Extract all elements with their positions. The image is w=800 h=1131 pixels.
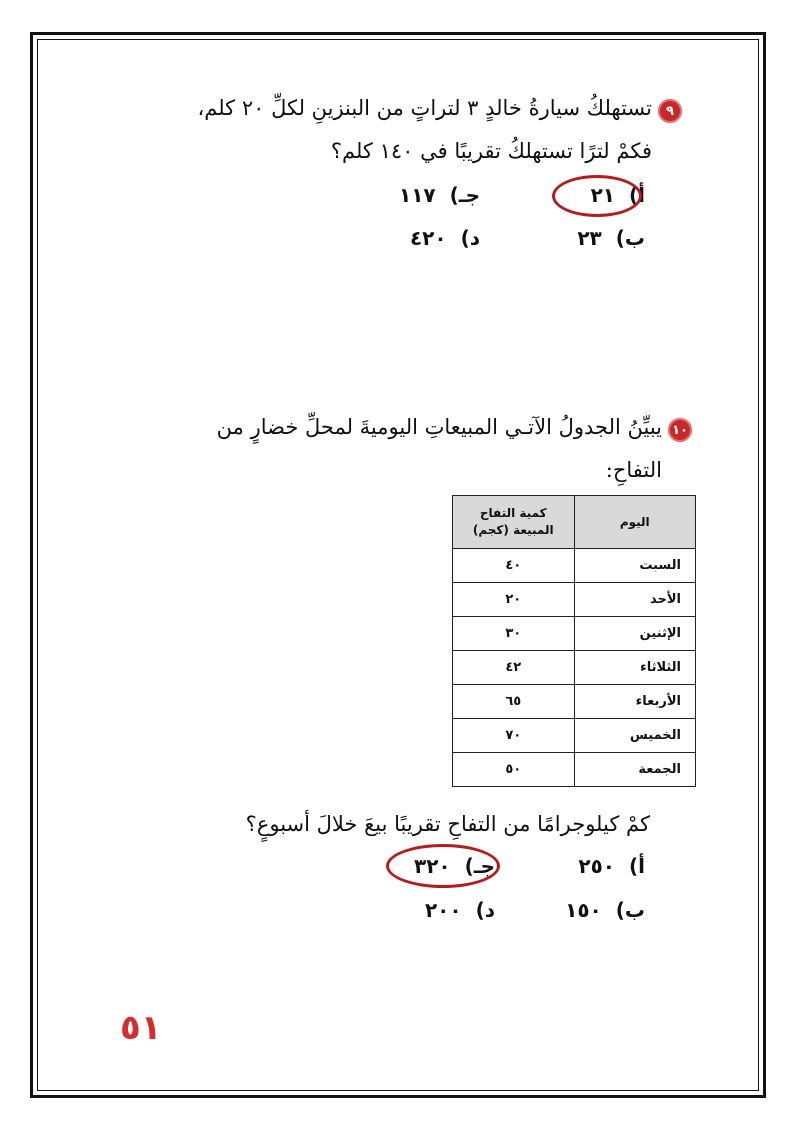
table-row: [453, 549, 696, 583]
quantity-cell: ٣٠: [453, 617, 575, 651]
question-9-option-c[interactable]: [399, 183, 480, 207]
option-value: ٢٣: [577, 226, 602, 250]
question-9-option-d[interactable]: [410, 226, 480, 250]
day-cell: الإثنين: [574, 617, 696, 651]
option-value: ٤٢٠: [409, 226, 447, 250]
quantity-cell: ٧٠: [453, 719, 575, 753]
option-value: ٢٠٠: [424, 898, 462, 922]
question-10-option-d[interactable]: [425, 898, 495, 922]
question-9-line-2: فكمْ لترًا تستهلكُ تقريبًا في ١٤٠ كلم؟: [330, 139, 652, 163]
day-cell: السبت: [574, 549, 696, 583]
selected-answer-circle: [386, 844, 500, 888]
selected-answer-circle: [552, 175, 642, 217]
table-row: [453, 753, 696, 787]
question-10-number-badge: ١٠: [668, 418, 692, 442]
day-cell: الجمعة: [574, 753, 696, 787]
table-row: [453, 651, 696, 685]
question-10-line-1: يبيِّنُ الجدولُ الآتـي المبيعاتِ اليوميةَ لمحلِّ خضارٍ من: [216, 415, 662, 439]
table-row: [453, 583, 696, 617]
option-value: ١٥٠: [565, 898, 602, 922]
option-value: ١١٧: [398, 183, 436, 207]
quantity-cell: ٥٠: [453, 753, 575, 787]
table-row: [453, 617, 696, 651]
option-label: ب): [615, 898, 645, 922]
option-label: أ): [629, 854, 645, 878]
question-10-option-b[interactable]: [565, 898, 645, 922]
option-label: ب): [615, 226, 645, 250]
table-row: [453, 685, 696, 719]
quantity-cell: ٤٠: [453, 549, 575, 583]
day-cell: الخميس: [574, 719, 696, 753]
question-10-line-2: التفاحِ:: [605, 458, 662, 482]
quantity-cell: ٦٥: [453, 685, 575, 719]
question-10-option-a[interactable]: [578, 854, 645, 878]
quantity-cell: ٤٢: [453, 651, 575, 685]
apple-sales-table: [452, 495, 696, 787]
table-row: [453, 719, 696, 753]
question-9-line-1: تستهلكُ سيارةُ خالدٍ ٣ لتراتٍ من البنزينِ لكلِّ ٢٠ كلم،: [197, 96, 652, 120]
question-9-option-b[interactable]: [577, 226, 645, 250]
option-value: ٢٥٠: [578, 854, 615, 878]
day-cell: الأحد: [574, 583, 696, 617]
option-value: ٢١: [590, 183, 615, 207]
quantity-cell: ٢٠: [453, 583, 575, 617]
option-value: ٣٢٠: [413, 854, 451, 878]
option-label: جـ): [449, 183, 480, 207]
option-label: د): [475, 898, 495, 922]
header-quantity: كمية التفاح المبيعة (كجم): [453, 496, 575, 549]
day-cell: الأربعاء: [574, 685, 696, 719]
page-number: ٥١: [120, 1008, 162, 1048]
option-label: جـ): [464, 854, 495, 878]
question-10-prompt: كمْ كيلوجرامًا من التفاحِ تقريبًا بيعَ خلالَ أسبوعٍ؟: [245, 812, 650, 836]
option-label: د): [460, 226, 480, 250]
day-cell: الثلاثاء: [574, 651, 696, 685]
header-day: اليوم: [574, 496, 696, 549]
table-header-row: [453, 496, 696, 549]
option-label: أ): [629, 183, 645, 207]
question-9-number-badge: ٩: [658, 99, 682, 123]
